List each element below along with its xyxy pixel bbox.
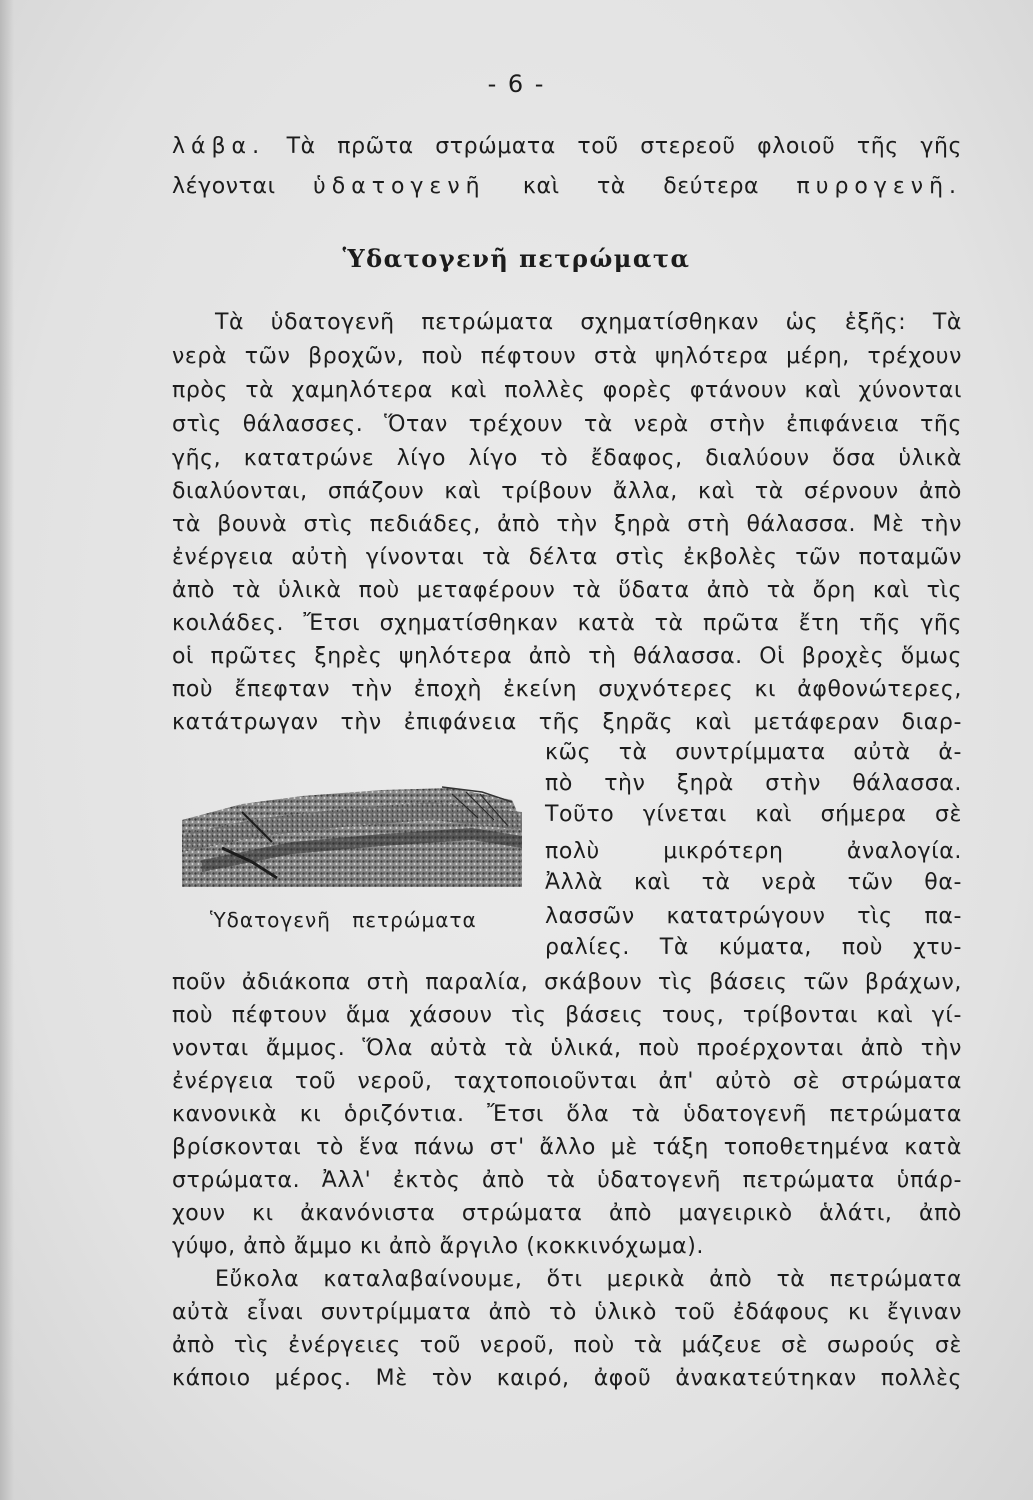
body-line: ἀπὸ τὰ ὑλικὰ ποὺ μεταφέρουν τὰ ὕδατα ἀπὸ τὰ ὄρη καὶ τὶς <box>172 578 962 603</box>
body-line-right: ραλίες. Τὰ κύματα, ποὺ χτυ- <box>545 935 962 960</box>
intro-line-2 <box>172 172 962 202</box>
body-line: ποὺ πέφτουν ἅμα χάσουν τὶς βάσεις τους, τρίβονται καὶ γί- <box>172 1003 962 1028</box>
intro-text: λέγονται <box>172 174 314 199</box>
body-line: γύψο, ἀπὸ ἄμμο κι ἀπὸ ἄργιλο (κοκκινόχωμα). <box>172 1234 705 1259</box>
body-line-right: λασσῶν κατατρώγουν τὶς πα- <box>545 904 962 929</box>
body-line: αὐτὰ εἶναι συντρίμματα ἀπὸ τὸ ὑλικὸ τοῦ ἐδάφους κι ἔγιναν <box>172 1300 962 1325</box>
intro-text: καὶ τὰ δεύτερα <box>485 174 797 199</box>
body-line: πρὸς τὰ χαμηλότερα καὶ πολλὲς φορὲς φτάνουν καὶ χύνονται <box>172 378 962 403</box>
body-line: στὶς θάλασσες. Ὅταν τρέχουν τὰ νερὰ στὴν ἐπιφάνεια τῆς <box>172 412 962 437</box>
intro-term-hydatogeni: ὑδατογενῆ <box>313 174 486 199</box>
intro-word-lava: λάβα. <box>172 134 266 159</box>
body-line-right: Τοῦτο γίνεται καὶ σήμερα σὲ <box>545 802 962 827</box>
body-line: διαλύονται, σπάζουν καὶ τρίβουν ἄλλα, καὶ τὰ σέρνουν ἀπὸ <box>172 479 962 504</box>
body-line: ἀπὸ τὶς ἐνέργειες τοῦ νεροῦ, ποὺ τὰ μάζευε σὲ σωρούς σὲ <box>172 1333 962 1358</box>
body-line: Τὰ ὑδατογενῆ πετρώματα σχηματίσθηκαν ὡς ἑξῆς: Τὰ <box>215 310 962 335</box>
body-line: ἐνέργεια τοῦ νεροῦ, ταχτοποιοῦνται ἀπ' αὐτὸ σὲ στρώματα <box>172 1069 962 1094</box>
body-line: κανονικὰ κι ὁριζόντια. Ἔτσι ὅλα τὰ ὑδατογενῆ πετρώματα <box>172 1102 962 1127</box>
body-line-right: Ἀλλὰ καὶ τὰ νερὰ τῶν θα- <box>545 870 962 895</box>
body-line: τὰ βουνὰ στὶς πεδιάδες, ἀπὸ τὴν ξηρὰ στὴ θάλασσα. Μὲ τὴν <box>172 512 962 537</box>
body-line: βρίσκονται τὸ ἕνα πάνω στ' ἄλλο μὲ τάξη τοποθετημένα κατὰ <box>172 1135 962 1160</box>
intro-text: Τὰ πρῶτα στρώματα τοῦ στερεοῦ φλοιοῦ τῆς γῆς <box>265 134 962 159</box>
body-line-right: κῶς τὰ συντρίμματα αὐτὰ ἀ- <box>545 740 962 765</box>
section-heading: Ὑδατογενῆ πετρώματα <box>342 244 691 273</box>
figure-caption: Ὑδατογενῆ πετρώματα <box>210 908 477 932</box>
page-edge-shadow <box>0 0 14 1500</box>
body-line-right: πὸ τὴν ξηρὰ στὴν θάλασσα. <box>545 771 962 796</box>
body-line: κάποιο μέρος. Μὲ τὸν καιρό, ἀφοῦ ἀνακατεύτηκαν πολλὲς <box>172 1366 962 1391</box>
body-line: γῆς, κατατρώνε λίγο λίγο τὸ ἔδαφος, διαλύουν ὅσα ὑλικὰ <box>172 446 962 471</box>
body-line: ποὺ ἔπεφταν τὴν ἐποχὴ ἐκείνη συχνότερες κι ἀφθονώτερες, <box>172 677 962 702</box>
body-line-right: πολὺ μικρότερη ἀναλογία. <box>545 839 962 864</box>
intro-line-1 <box>172 132 962 162</box>
body-line: νερὰ τῶν βροχῶν, ποὺ πέφτουν στὰ ψηλότερα μέρη, τρέχουν <box>172 344 962 369</box>
body-line: νονται ἄμμος. Ὅλα αὐτὰ τὰ ὑλικά, ποὺ προέρχονται ἀπὸ τὴν <box>172 1036 962 1061</box>
body-line: ἐνέργεια αὐτὴ γίνονται τὰ δέλτα στὶς ἐκβολὲς τῶν ποταμῶν <box>172 545 962 570</box>
body-line: χουν κι ἀκανόνιστα στρώματα ἀπὸ μαγειρικὸ ἁλάτι, ἀπὸ <box>172 1201 962 1226</box>
body-line: στρώματα. Ἀλλ' ἐκτὸς ἀπὸ τὰ ὑδατογενῆ πετρώματα ὑπάρ- <box>172 1168 962 1193</box>
body-line: Εὔκολα καταλαβαίνουμε, ὅτι μερικὰ ἀπὸ τὰ πετρώματα <box>215 1267 962 1292</box>
body-line: ποῦν ἀδιάκοπα στὴ παραλία, σκάβουν τὶς βάσεις τῶν βράχων, <box>172 970 962 995</box>
body-line: κοιλάδες. Ἔτσι σχηματίσθηκαν κατὰ τὰ πρῶτα ἔτη τῆς γῆς <box>172 611 962 636</box>
page-number: - 6 - <box>487 70 546 98</box>
sedimentary-rock-illustration <box>182 782 522 887</box>
body-line: κατάτρωγαν τὴν ἐπιφάνεια τῆς ξηρᾶς καὶ μετάφεραν διαρ- <box>172 710 962 735</box>
intro-term-pyrogeni: πυρογενῆ. <box>796 174 963 199</box>
body-line: οἱ πρῶτες ξηρὲς ψηλότερα ἀπὸ τὴ θάλασσα. Οἱ βροχὲς ὅμως <box>172 644 962 669</box>
